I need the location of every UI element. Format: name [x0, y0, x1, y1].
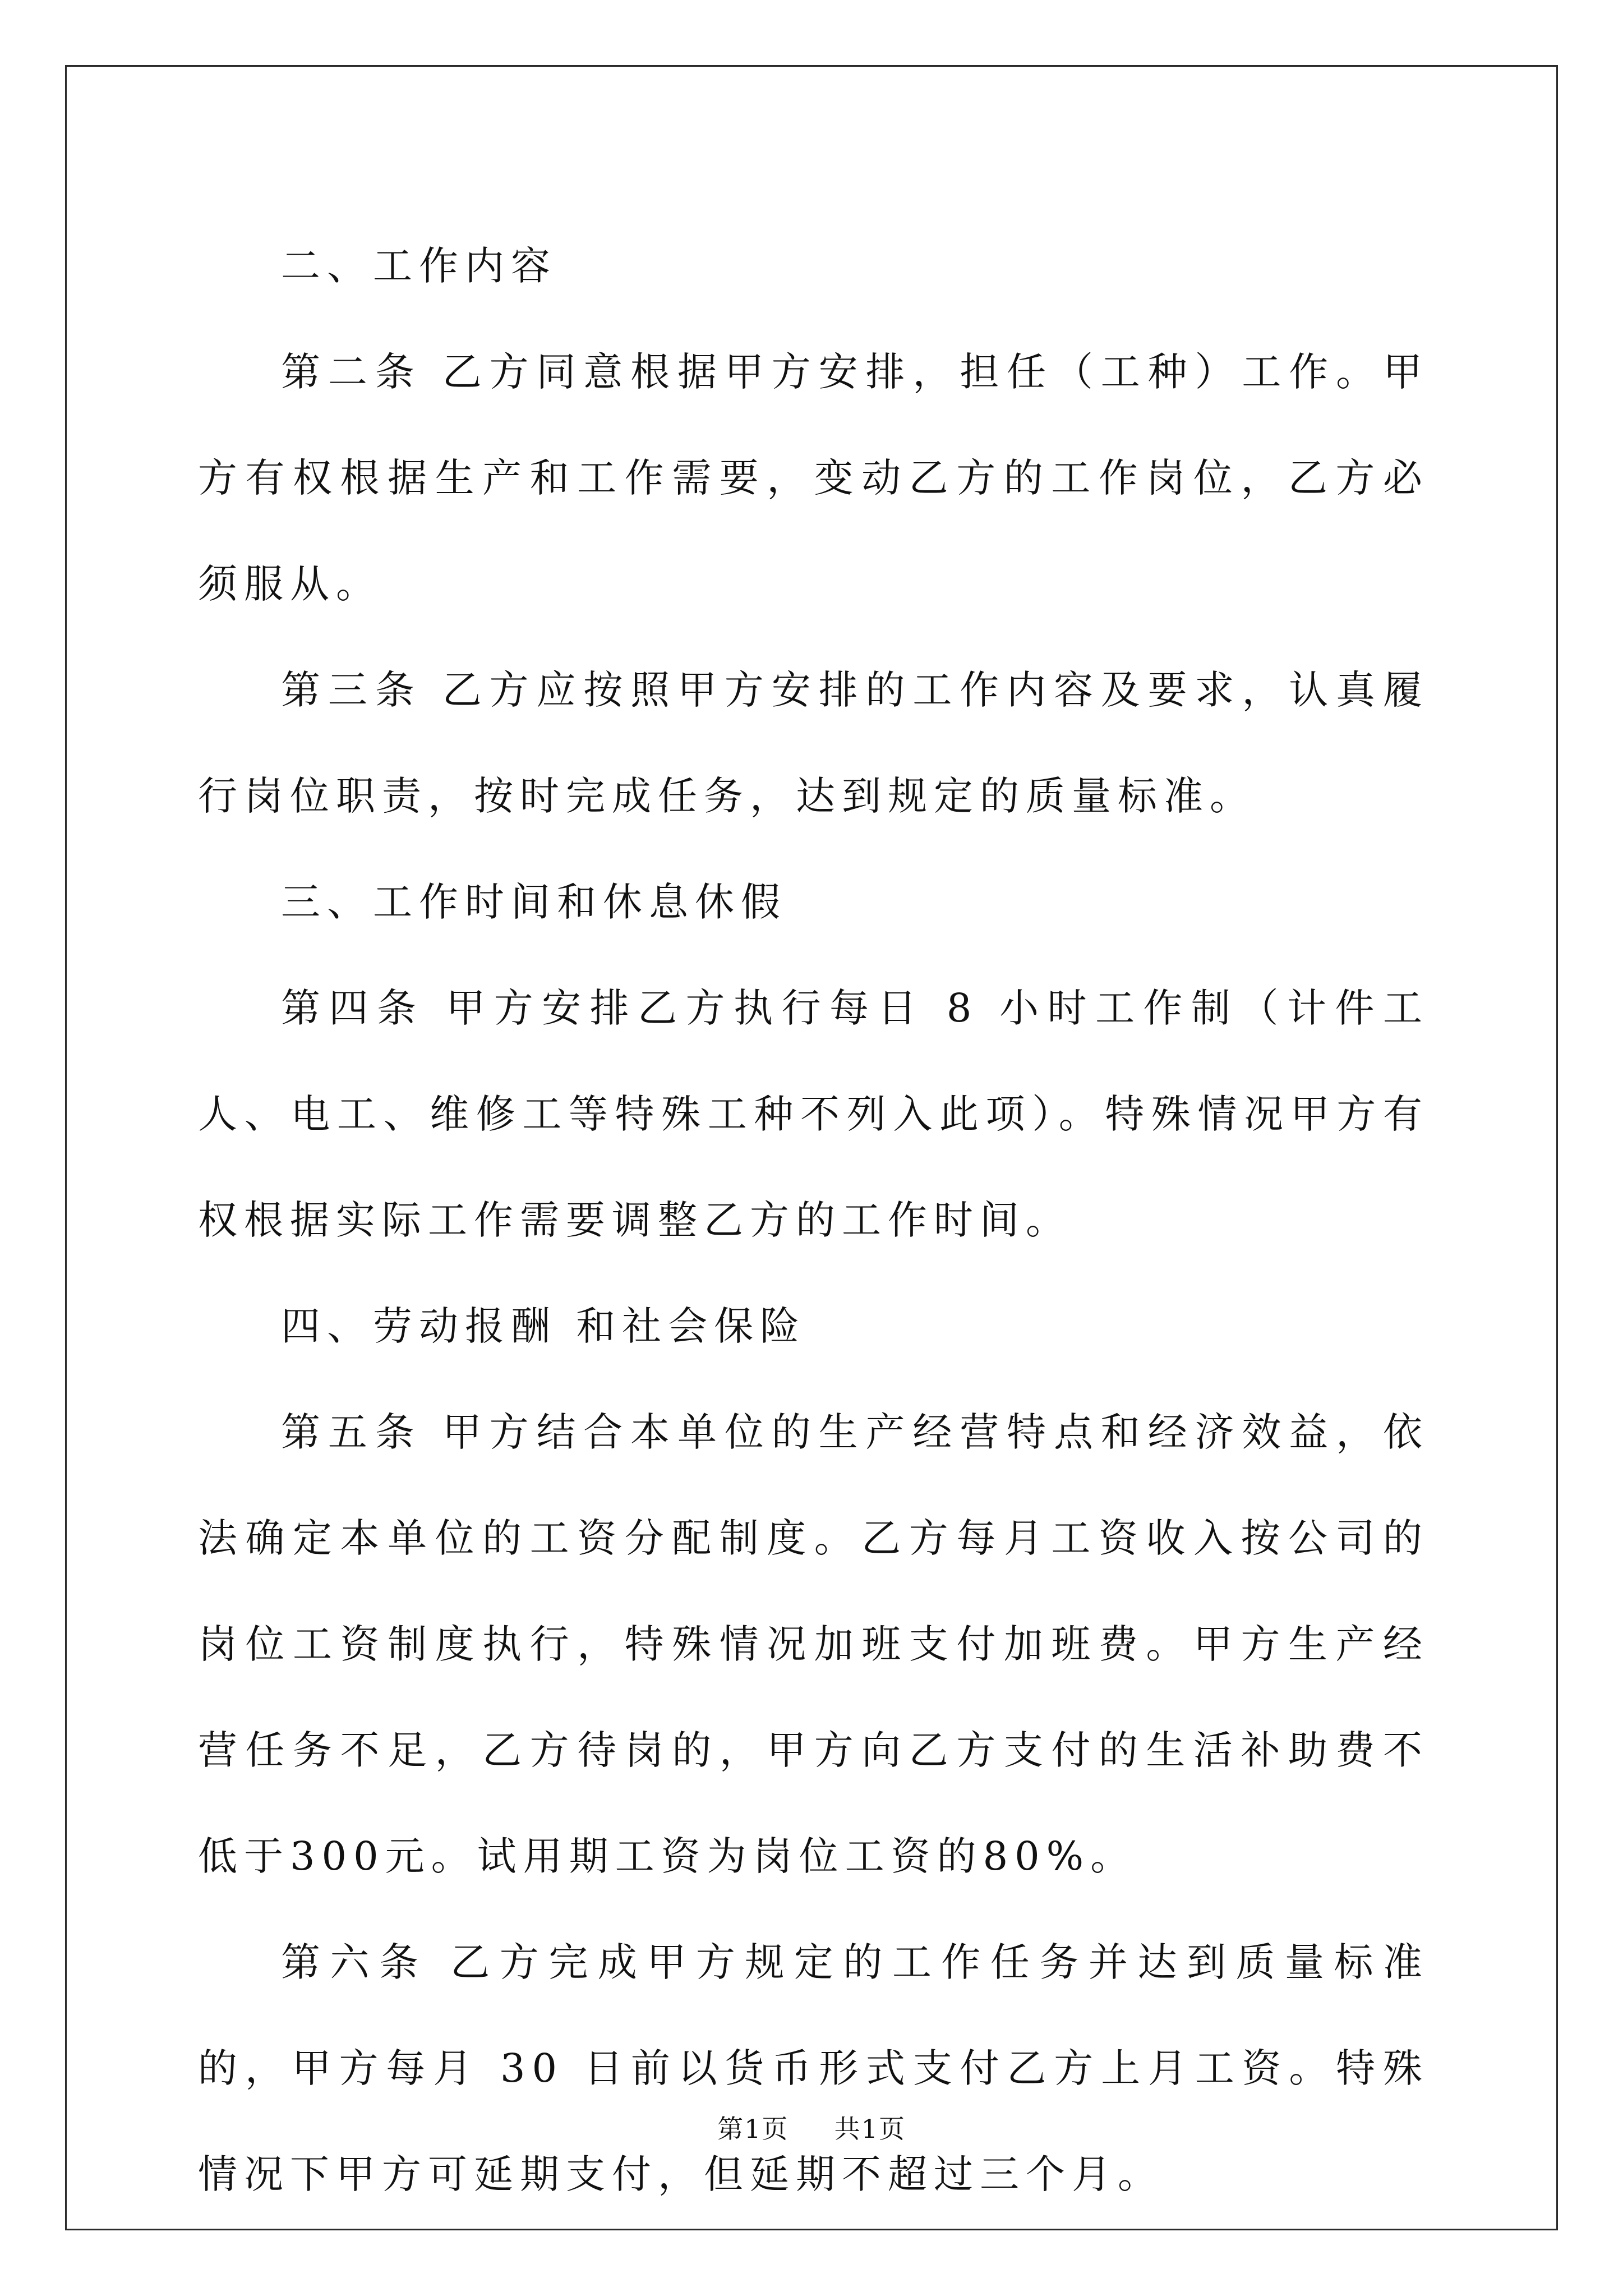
article-5: 第五条 甲方结合本单位的生产经营特点和经济效益，依法确定本单位的工资分配制度。乙方每月工资收入按公司的岗位工资制度执行，特殊情况加班支付加班费。甲方生产经营任务不足，乙方待岗的，甲方向乙方支付的生活补助费不低于300元。试用期工资为岗位工资的80%。 — [198, 1409, 1429, 1879]
page-number-current: 第1页 — [717, 2114, 789, 2144]
section-heading-remuneration: 四、劳动报酬 和社会保险 — [281, 1303, 806, 1349]
section-heading-work-time: 三、工作时间和休息休假 — [281, 879, 787, 925]
page-number-total: 共1页 — [834, 2114, 906, 2144]
section-heading-work-content: 二、工作内容 — [281, 243, 557, 289]
article-4: 第四条 甲方安排乙方执行每日 8 小时工作制（计件工人、电工、维修工等特殊工种不列入此项）。特殊情况甲方有权根据实际工作需要调整乙方的工作时间。 — [198, 985, 1429, 1243]
page-footer — [0, 2112, 1623, 2146]
document-body — [198, 213, 1429, 2228]
article-2: 第二条 乙方同意根据甲方安排，担任（工种）工作。甲方有权根据生产和工作需要，变动乙方的工作岗位，乙方必须服从。 — [198, 349, 1429, 607]
article-3: 第三条 乙方应按照甲方安排的工作内容及要求，认真履行岗位职责，按时完成任务，达到规定的质量标准。 — [198, 667, 1429, 819]
article-6: 第六条 乙方完成甲方规定的工作任务并达到质量标准的，甲方每月 30 日前以货币形式支付乙方上月工资。特殊情况下甲方可延期支付，但延期不超过三个月。 — [198, 1939, 1429, 2197]
